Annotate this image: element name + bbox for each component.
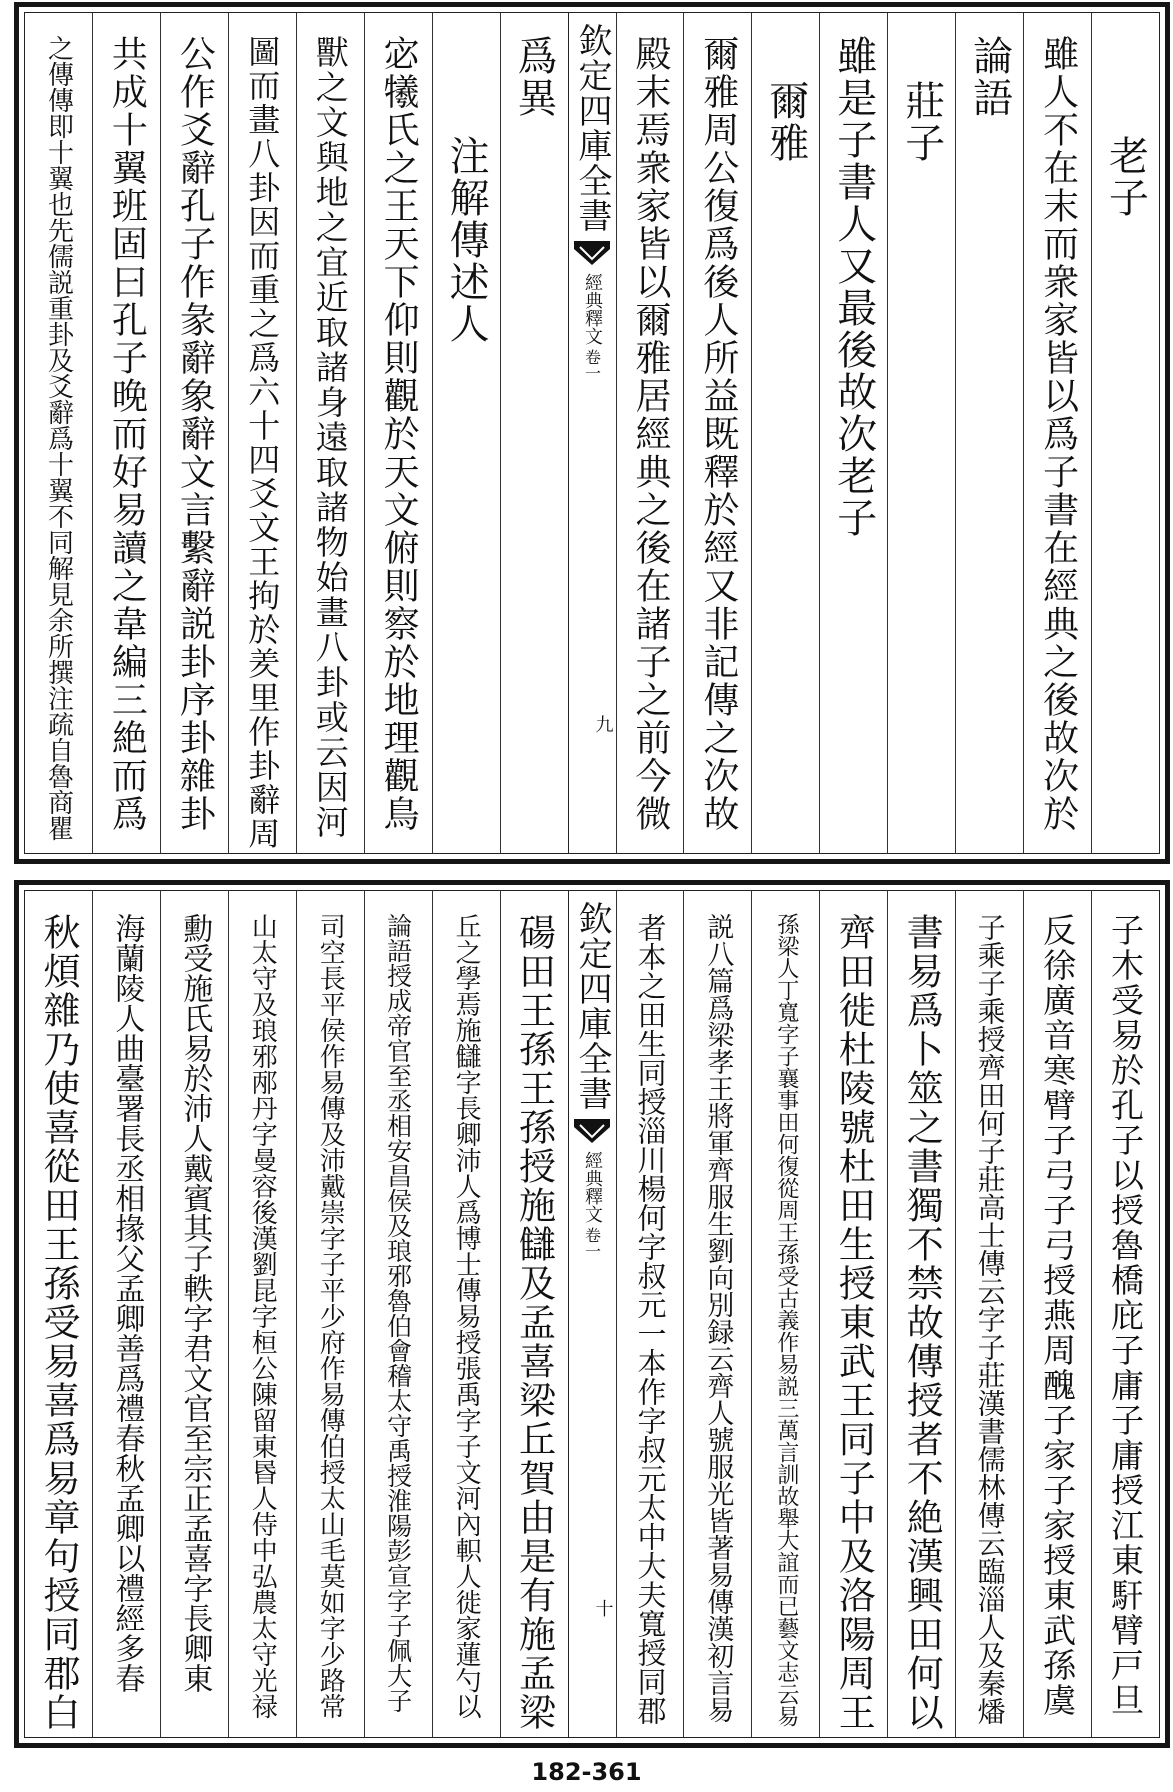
text-column xyxy=(683,13,751,853)
text-column xyxy=(500,13,568,853)
column-text: 説八篇爲梁孝王將軍齊服生劉向別録云齊人號服光皆著易傳漢初言易 xyxy=(702,913,734,1723)
volume-label: 卷一 xyxy=(582,1227,602,1259)
text-column xyxy=(25,13,92,853)
text-column xyxy=(751,13,819,853)
text-column xyxy=(25,891,92,1737)
center-header-column xyxy=(568,13,616,853)
top-page-columns xyxy=(25,13,1159,853)
column-text: 書易爲卜筮之書獨不禁故傳授者不絶漢興田何以 xyxy=(900,913,944,1732)
fishtail-mark-icon xyxy=(572,1117,612,1145)
text-column xyxy=(92,891,160,1737)
column-text: 之傳傳即十翼也先儒説重卦及爻辭爲十翼不同解見余所撰注疏自魯商瞿 xyxy=(43,35,74,841)
text-column xyxy=(160,13,228,853)
text-column xyxy=(296,13,364,853)
text-column xyxy=(160,891,228,1737)
text-column xyxy=(364,891,432,1737)
column-text: 海蘭陵人曲臺署長丞相掾父孟卿善爲禮春秋孟卿以禮經多春 xyxy=(109,913,145,1693)
bottom-page xyxy=(14,880,1170,1748)
column-text: 宓犧氏之王天下仰則觀於天文俯則察於地理觀鳥 xyxy=(378,35,420,833)
column-text: 秋煩雜乃使喜從田王孫受易喜爲易章句授同郡白 xyxy=(36,913,80,1732)
column-text: 獸之文與地之宜近取諸身遠取諸物始畫八卦或云因河 xyxy=(310,35,350,840)
column-text: 反徐廣音寒臂子弓子弓授燕周醜子家子家授東武孫虞 xyxy=(1038,913,1078,1718)
text-column xyxy=(819,891,887,1737)
text-column xyxy=(616,13,684,853)
text-column xyxy=(1091,13,1159,853)
folio-number: 十 xyxy=(592,1599,614,1617)
column-text: 山太守及琅邪邴丹字曼容後漢劉昆字桓公陳留東昬人侍中弘農太守光禄 xyxy=(247,913,278,1719)
text-column xyxy=(819,13,887,853)
column-text: 論語 xyxy=(966,35,1013,119)
bottom-page-columns xyxy=(25,891,1159,1737)
fishtail-mark-icon xyxy=(572,239,612,267)
text-column xyxy=(955,13,1023,853)
column-text: 者本之田生同授淄川楊何字叔元一本作字叔元太中大夫寬授同郡 xyxy=(633,913,668,1725)
text-column xyxy=(432,13,500,853)
text-column xyxy=(228,891,296,1737)
column-text: 子乘子乘授齊田何子莊高士傳云字子莊漢書儒林傳云臨淄人及秦燔 xyxy=(973,913,1007,1725)
column-text: 勳受施氏易於沛人戴賓其子軼字君文官至宗正孟喜字長卿東 xyxy=(177,913,213,1693)
column-text: 孫梁人丁寬字子襄事田何復從周王孫受古義作易説三萬言訓故舉大誼而已藝文志云易 xyxy=(773,913,799,1727)
text-column xyxy=(296,891,364,1737)
column-text: 老子 xyxy=(1102,135,1149,219)
column-text: 莊子 xyxy=(898,80,945,164)
top-page xyxy=(14,2,1170,864)
text-column xyxy=(751,891,819,1737)
column-text: 子木受易於孔子以授魯橋庇子庸子庸授江東馯臂戸旦 xyxy=(1106,913,1146,1718)
text-column xyxy=(887,13,955,853)
text-column xyxy=(1023,13,1091,853)
collection-title: 欽定四庫全書 xyxy=(572,23,612,233)
column-text: 爾雅周公復爲後人所益既釋於經又非記傳之次故 xyxy=(697,35,739,833)
text-column xyxy=(616,891,684,1737)
book-title: 經典釋文 xyxy=(582,1151,603,1223)
column-text: 碭田王孫王孫授施讎及孟喜梁丘賀由是有施孟梁 xyxy=(512,913,556,1732)
text-column xyxy=(364,13,432,853)
center-header-column xyxy=(568,891,616,1737)
column-text: 丘之學焉施讎字長卿沛人爲博士傳易授張禹字子文河內軹人徙家蓮勺以 xyxy=(451,913,482,1719)
folio-number: 九 xyxy=(592,715,614,733)
bottom-page-frame xyxy=(24,890,1160,1738)
column-text: 殿末焉衆家皆以爾雅居經典之後在諸子之前今微 xyxy=(629,35,671,833)
text-column xyxy=(1091,891,1159,1737)
column-text: 齊田徙杜陵號杜田生授東武王同子中及洛陽周王 xyxy=(832,913,876,1732)
column-text: 論語授成帝官至丞相安昌侯及琅邪魯伯會稽太守禹授淮陽彭宣字子佩大子 xyxy=(383,913,413,1713)
page-number-footer: 182-361 xyxy=(531,1758,642,1786)
column-text: 公作爻辭孔子作彖辭象辭文言繫辭説卦序卦雜卦 xyxy=(174,35,216,833)
column-text: 司空長平侯作易傳及沛戴崇字子平少府作易傳伯授太山毛莫如字少路常 xyxy=(315,913,346,1719)
text-column xyxy=(500,891,568,1737)
text-column xyxy=(432,891,500,1737)
text-column xyxy=(955,891,1023,1737)
volume-label: 卷一 xyxy=(582,349,602,381)
collection-title: 欽定四庫全書 xyxy=(572,901,612,1111)
text-column xyxy=(92,13,160,853)
column-text: 注解傳述人 xyxy=(443,135,490,345)
column-text: 雖人不在末而衆家皆以爲子書在經典之後故次於 xyxy=(1037,35,1079,833)
text-column xyxy=(683,891,751,1737)
column-text: 爾雅 xyxy=(762,80,809,164)
text-column xyxy=(1023,891,1091,1737)
column-text: 雖是子書人又最後故次老子 xyxy=(830,35,877,539)
column-text: 共成十翼班固曰孔子晚而好易讀之韋編三絶而爲 xyxy=(106,35,148,833)
column-text: 爲異 xyxy=(511,35,558,119)
text-column xyxy=(228,13,296,853)
text-column xyxy=(887,891,955,1737)
top-page-frame xyxy=(24,12,1160,854)
book-title: 經典釋文 xyxy=(582,273,603,345)
column-text: 圖而畫八卦因而重之爲六十四爻文王拘於羑里作卦辭周 xyxy=(243,35,282,851)
